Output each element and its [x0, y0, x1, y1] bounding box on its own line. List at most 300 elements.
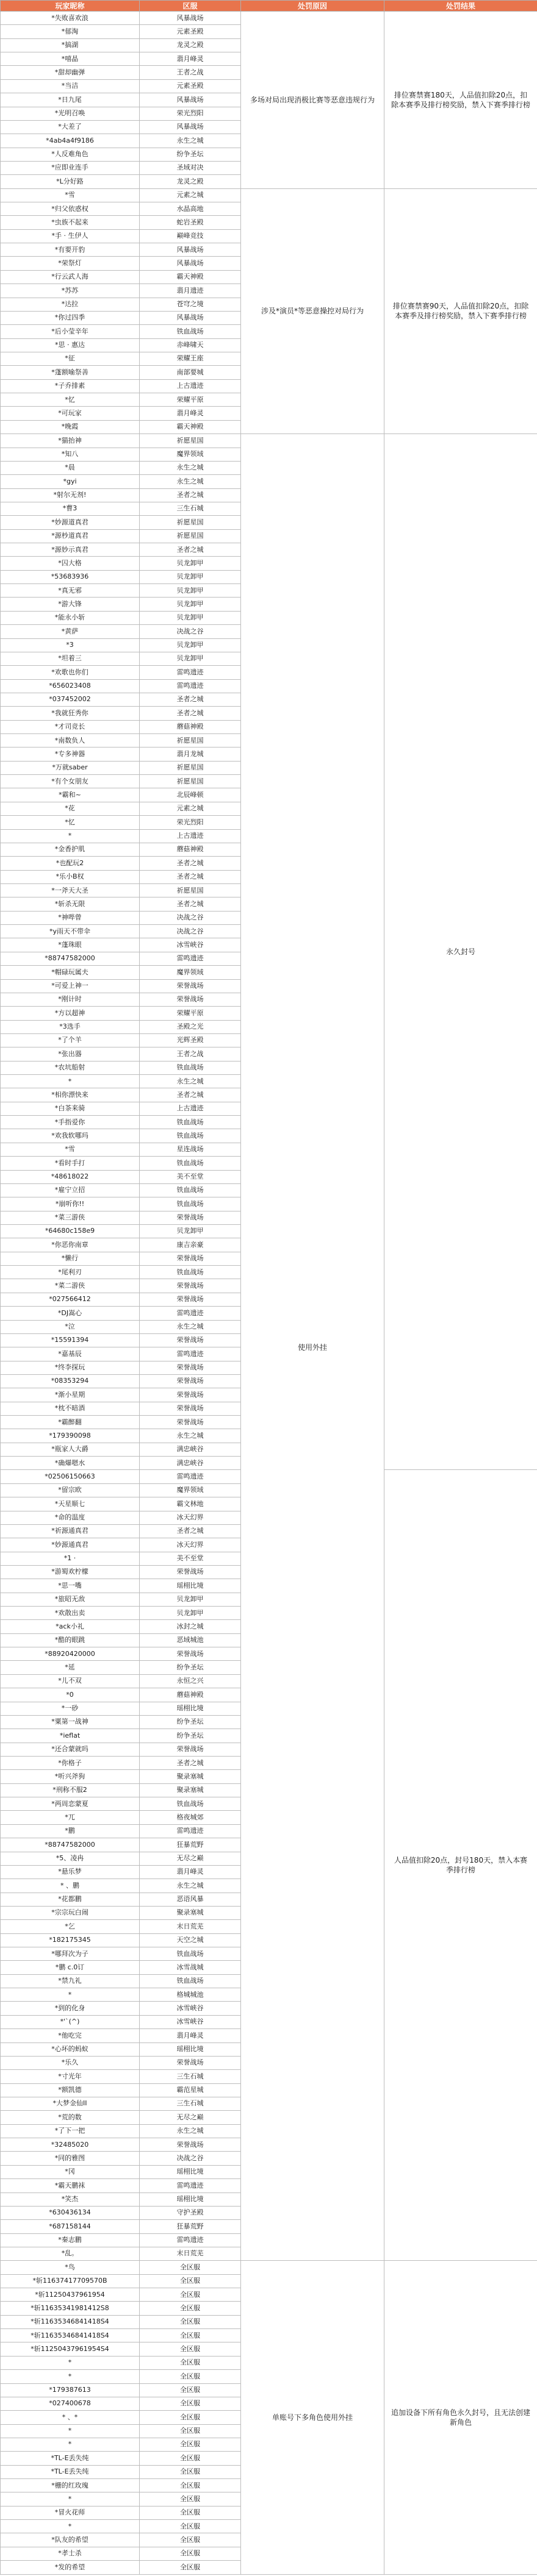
- server-cell: 圣者之城: [140, 1088, 241, 1102]
- server-cell: 贝龙卸甲: [140, 1224, 241, 1238]
- player-name-cell: *旅昭无敌: [1, 1593, 140, 1606]
- server-cell: 冰天幻界: [140, 1538, 241, 1552]
- player-name-cell: *才司竞长: [1, 720, 140, 733]
- player-name-cell: *88747582000: [1, 1838, 140, 1852]
- server-cell: 纷争圣坛: [140, 148, 241, 161]
- player-name-cell: *霸和~: [1, 788, 140, 802]
- server-cell: 荣誉战场: [140, 1374, 241, 1388]
- reason-cell: 使用外挂: [241, 434, 384, 2261]
- reason-cell: 单账号下多角色使用外挂: [241, 2261, 384, 2574]
- server-cell: 美不至堂: [140, 1170, 241, 1183]
- player-name-cell: *南数负人: [1, 734, 140, 747]
- header-reason: 处罚原因: [241, 1, 384, 12]
- player-name-cell: *人反难角色: [1, 148, 140, 161]
- player-name-cell: *鹏 c.0订: [1, 1961, 140, 1974]
- server-cell: 永生之城: [140, 1075, 241, 1088]
- player-name-cell: *DJ嵩心: [1, 1307, 140, 1320]
- server-cell: 全区服: [140, 2452, 241, 2465]
- server-cell: 风暴战场: [140, 93, 241, 107]
- player-name-cell: *027566412: [1, 1293, 140, 1306]
- server-cell: 永生之城: [140, 1429, 241, 1443]
- server-cell: 翡月龙城: [140, 747, 241, 761]
- player-name-cell: *L分好路: [1, 175, 140, 188]
- server-cell: 全区服: [140, 2383, 241, 2397]
- server-cell: 王者之战: [140, 1047, 241, 1061]
- server-cell: 圣者之城: [140, 897, 241, 911]
- server-cell: 荣誉战场: [140, 2056, 241, 2069]
- server-cell: 贝龙卸甲: [140, 1593, 241, 1606]
- player-name-cell: *64680c158e9: [1, 1224, 140, 1238]
- server-cell: 光辉圣殿: [140, 1033, 241, 1047]
- server-cell: 全区服: [140, 2506, 241, 2519]
- server-cell: 格夜城郊: [140, 1811, 241, 1824]
- server-cell: 三生石城: [140, 502, 241, 515]
- player-name-cell: *相你漂快来: [1, 1088, 140, 1102]
- player-name-cell: *猫抬神: [1, 434, 140, 448]
- player-name-cell: *斩11635346841418S4: [1, 2315, 140, 2328]
- player-name-cell: *: [1, 829, 140, 843]
- player-name-cell: *4ab4a4f9186: [1, 134, 140, 148]
- player-name-cell: *斩杀无限: [1, 897, 140, 911]
- server-cell: 全区服: [140, 2520, 241, 2533]
- server-cell: 瑶栩比境: [140, 2165, 241, 2178]
- player-name-cell: *忆: [1, 816, 140, 829]
- server-cell: 魔界领域: [140, 1483, 241, 1497]
- player-name-cell: *88747582000: [1, 952, 140, 965]
- player-name-cell: *02506150663: [1, 1470, 140, 1483]
- server-cell: 决战之谷: [140, 625, 241, 638]
- table-header-row: [1, 1, 537, 12]
- server-cell: 全区服: [140, 2274, 241, 2288]
- server-cell: 祈愿星国: [140, 529, 241, 543]
- player-name-cell: *乞: [1, 1920, 140, 1933]
- header-server: 区服: [140, 1, 241, 12]
- player-name-cell: *687158144: [1, 2220, 140, 2233]
- server-cell: 荣誉战场: [140, 1565, 241, 1579]
- player-name-cell: *看时手打: [1, 1157, 140, 1170]
- server-cell: 祈愿星国: [140, 775, 241, 788]
- player-name-cell: *笑杰: [1, 2192, 140, 2206]
- server-cell: 无尽之巅: [140, 1852, 241, 1865]
- player-name-cell: *延: [1, 1661, 140, 1674]
- server-cell: 圣者之城: [140, 1757, 241, 1770]
- player-name-cell: *一斧天大圣: [1, 884, 140, 897]
- server-cell: 荣誉战场: [140, 1388, 241, 1402]
- player-name-cell: *雪: [1, 188, 140, 202]
- player-name-cell: *听兴斧狗: [1, 1770, 140, 1783]
- player-name-cell: *神哔曾: [1, 911, 140, 924]
- server-cell: 圣者之城: [140, 488, 241, 502]
- player-name-cell: *发的希望: [1, 2561, 140, 2574]
- server-cell: 美不至堂: [140, 1552, 241, 1565]
- player-name-cell: *留宗欧: [1, 1483, 140, 1497]
- player-name-cell: *15591394: [1, 1333, 140, 1347]
- server-cell: 三生石城: [140, 2097, 241, 2110]
- server-cell: 全区服: [140, 2370, 241, 2383]
- server-cell: 恶语风暴: [140, 1893, 241, 1906]
- player-name-cell: *08353294: [1, 1374, 140, 1388]
- result-cell: 永久封号: [384, 434, 537, 1470]
- server-cell: 决战之谷: [140, 2152, 241, 2165]
- server-cell: 翡月遗迹: [140, 284, 241, 298]
- server-cell: 永生之城: [140, 475, 241, 488]
- server-cell: 荣誉战场: [140, 993, 241, 1006]
- player-name-cell: *蓬珠眼: [1, 938, 140, 952]
- player-name-cell: *也配玩2: [1, 857, 140, 870]
- player-name-cell: *张出器: [1, 1047, 140, 1061]
- server-cell: 王者之战: [140, 66, 241, 79]
- player-name-cell: *斩11637417709570B: [1, 2274, 140, 2288]
- player-name-cell: *他吃完: [1, 2029, 140, 2043]
- server-cell: 元素圣殿: [140, 25, 241, 38]
- player-name-cell: *656023408: [1, 679, 140, 693]
- table-row: [1, 434, 537, 448]
- player-name-cell: *黄萨: [1, 625, 140, 638]
- server-cell: 荣誉战场: [140, 1333, 241, 1347]
- player-name-cell: *有要开豹: [1, 243, 140, 257]
- server-cell: 全区服: [140, 2356, 241, 2369]
- server-cell: 永生之城: [140, 2124, 241, 2138]
- server-cell: 狂暴荒野: [140, 2220, 241, 2233]
- server-cell: 满忠峡谷: [140, 1457, 241, 1470]
- server-cell: 龙灵之殿: [140, 175, 241, 188]
- server-cell: 祈愿星国: [140, 734, 241, 747]
- server-cell: 荣耀王座: [140, 352, 241, 365]
- server-cell: 贝龙卸甲: [140, 584, 241, 598]
- server-cell: 雷鸣遗迹: [140, 1470, 241, 1483]
- server-cell: 全区服: [140, 2342, 241, 2356]
- server-cell: 冰封之城: [140, 1620, 241, 1633]
- server-cell: 冰雪峡谷: [140, 938, 241, 952]
- server-cell: 圣者之城: [140, 693, 241, 706]
- server-cell: 翡月峰灵: [140, 407, 241, 420]
- server-cell: 铁血战场: [140, 325, 241, 338]
- server-cell: 圣者之城: [140, 857, 241, 870]
- player-name-cell: *88920420000: [1, 1647, 140, 1661]
- player-name-cell: *队友的希望: [1, 2533, 140, 2547]
- server-cell: 三生石城: [140, 2070, 241, 2083]
- server-cell: 荣誉战场: [140, 979, 241, 993]
- player-name-cell: *蓬额喻祭善: [1, 366, 140, 379]
- player-name-cell: *游蜀欢柠檬: [1, 1565, 140, 1579]
- player-name-cell: *荣祭灯: [1, 257, 140, 270]
- player-name-cell: *手指爱你: [1, 1116, 140, 1129]
- server-cell: 末日荒芜: [140, 2247, 241, 2260]
- player-name-cell: *你过四季: [1, 311, 140, 324]
- server-cell: 铁血战场: [140, 1183, 241, 1197]
- server-cell: 纷争圣坛: [140, 1729, 241, 1743]
- server-cell: 翡月峰灵: [140, 2029, 241, 2043]
- server-cell: 元素之城: [140, 802, 241, 815]
- player-name-cell: *坦着三: [1, 652, 140, 665]
- player-name-cell: *思 · 惠达: [1, 338, 140, 352]
- player-name-cell: *忆: [1, 393, 140, 407]
- player-name-cell: *荒的数: [1, 2111, 140, 2124]
- server-cell: 雷鸣遗迹: [140, 666, 241, 679]
- table-row: [1, 2261, 537, 2274]
- server-cell: 全区服: [140, 2492, 241, 2506]
- server-cell: 荣誉战场: [140, 2138, 241, 2152]
- server-cell: 瑶栩比境: [140, 2043, 241, 2056]
- server-cell: 全区服: [140, 2479, 241, 2492]
- server-cell: 聚录塞城: [140, 1906, 241, 1919]
- player-name-cell: *禁九礼: [1, 1974, 140, 1988]
- player-name-cell: *当洁: [1, 79, 140, 93]
- server-cell: 雷鸣遗迹: [140, 1347, 241, 1361]
- player-name-cell: *欢我软哪玛: [1, 1129, 140, 1143]
- player-name-cell: *瓶家人大爵: [1, 1443, 140, 1456]
- server-cell: 风暴战场: [140, 311, 241, 324]
- player-name-cell: *027400678: [1, 2397, 140, 2410]
- player-name-cell: *霸天鹏袜: [1, 2179, 140, 2192]
- player-name-cell: * 、*: [1, 2411, 140, 2424]
- server-cell: 永生之城: [140, 461, 241, 474]
- player-name-cell: *TL-E丢失纯: [1, 2452, 140, 2465]
- server-cell: 霸文林地: [140, 1497, 241, 1511]
- server-cell: 纷争圣坛: [140, 1715, 241, 1729]
- server-cell: 圣者之城: [140, 543, 241, 557]
- player-name-cell: *真无邪: [1, 584, 140, 598]
- server-cell: 铁血战场: [140, 1129, 241, 1143]
- server-cell: 圣殿之光: [140, 1020, 241, 1033]
- player-name-cell: *gyi: [1, 475, 140, 488]
- player-name-cell: *: [1, 1075, 140, 1088]
- player-name-cell: *酷的眼跳: [1, 1633, 140, 1647]
- player-name-cell: *晨: [1, 461, 140, 474]
- server-cell: 决战之谷: [140, 911, 241, 924]
- player-name-cell: *5、凌冉: [1, 1852, 140, 1865]
- player-name-cell: *: [1, 1988, 140, 2002]
- player-name-cell: *农坑船射: [1, 1061, 140, 1074]
- server-cell: 荣誉战场: [140, 1743, 241, 1756]
- player-name-cell: *大差了: [1, 120, 140, 134]
- player-name-cell: *帽碌玩属夫: [1, 966, 140, 979]
- player-name-cell: *48618022: [1, 1170, 140, 1183]
- table-row: [1, 12, 537, 25]
- server-cell: 贝龙卸甲: [140, 598, 241, 611]
- reason-cell: 多场对局出现消极比赛等恶意违规行为: [241, 12, 384, 189]
- player-name-cell: *宗宗玩白闹: [1, 1906, 140, 1919]
- server-cell: 上古遗迹: [140, 829, 241, 843]
- server-cell: 守护圣殿: [140, 2206, 241, 2219]
- server-cell: 聚录塞城: [140, 1783, 241, 1797]
- server-cell: 瑶栩比境: [140, 1579, 241, 1593]
- player-name-cell: *32485020: [1, 2138, 140, 2152]
- player-name-cell: *鸟: [1, 2261, 140, 2274]
- player-name-cell: *失败喜欢浪: [1, 12, 140, 25]
- player-name-cell: *妙源通真君: [1, 1538, 140, 1552]
- server-cell: 荣耀平原: [140, 1007, 241, 1020]
- server-cell: 永生之城: [140, 1320, 241, 1333]
- server-cell: 蘑菇神殿: [140, 1688, 241, 1702]
- player-name-cell: *斩11635341981412S8: [1, 2302, 140, 2315]
- server-cell: 祈愿星国: [140, 516, 241, 529]
- server-cell: 龙灵之殿: [140, 38, 241, 52]
- server-cell: 全区服: [140, 2561, 241, 2574]
- server-cell: 铁血战场: [140, 1974, 241, 1988]
- player-name-cell: *嘻晶: [1, 52, 140, 66]
- server-cell: 祈愿星国: [140, 884, 241, 897]
- player-name-cell: *源妙示真君: [1, 543, 140, 557]
- player-name-cell: *命的温度: [1, 1511, 140, 1524]
- player-name-cell: *崩听你!!: [1, 1197, 140, 1211]
- player-name-cell: *3选手: [1, 1020, 140, 1033]
- server-cell: 翡月峰灵: [140, 1865, 241, 1878]
- player-name-cell: *郁淘: [1, 25, 140, 38]
- player-name-cell: *可爱上神一: [1, 979, 140, 993]
- server-cell: 荣誉战场: [140, 1293, 241, 1306]
- player-name-cell: *了个羊: [1, 1033, 140, 1047]
- player-name-cell: *寸光年: [1, 2070, 140, 2083]
- server-cell: 铁血战场: [140, 1266, 241, 1279]
- player-name-cell: *霸醉翻: [1, 1416, 140, 1429]
- server-cell: 全区服: [140, 2438, 241, 2451]
- player-name-cell: *额凯德: [1, 2083, 140, 2097]
- server-cell: 瑶栩比境: [140, 2192, 241, 2206]
- server-cell: 蘑菇神殿: [140, 843, 241, 856]
- player-name-cell: *冈: [1, 2165, 140, 2178]
- server-cell: 祈愿星国: [140, 761, 241, 774]
- server-cell: 风暴战场: [140, 120, 241, 134]
- header-player-name: 玩家昵称: [1, 1, 140, 12]
- player-name-cell: *苏苏: [1, 284, 140, 298]
- player-name-cell: *雇宁立招: [1, 1183, 140, 1197]
- table-body: [1, 12, 537, 2575]
- table-row: [1, 188, 537, 202]
- server-cell: 冰雪峡谷: [140, 2015, 241, 2028]
- server-cell: 祈愿星国: [140, 434, 241, 448]
- player-name-cell: *还合蒙就吗: [1, 1743, 140, 1756]
- player-name-cell: *我就狂秀你: [1, 707, 140, 720]
- player-name-cell: *雪: [1, 1143, 140, 1156]
- server-cell: 永恒之兴: [140, 1674, 241, 1688]
- server-cell: 圣域对决: [140, 161, 241, 174]
- server-cell: 狂暴荒野: [140, 1838, 241, 1852]
- server-cell: 荣光烈阳: [140, 107, 241, 120]
- player-name-cell: *枕不暗酒: [1, 1402, 140, 1415]
- server-cell: 贝龙卸甲: [140, 570, 241, 583]
- server-cell: 圣者之城: [140, 870, 241, 883]
- player-name-cell: *ack小礼: [1, 1620, 140, 1633]
- server-cell: 全区服: [140, 2533, 241, 2547]
- server-cell: 永生之城: [140, 1879, 241, 1893]
- player-name-cell: *征: [1, 352, 140, 365]
- player-name-cell: *妙源道真君: [1, 516, 140, 529]
- server-cell: 雷鸣遗迹: [140, 1307, 241, 1320]
- server-cell: 雷鸣遗迹: [140, 679, 241, 693]
- player-name-cell: *菜三游侠: [1, 1211, 140, 1224]
- player-name-cell: *有个女朋友: [1, 775, 140, 788]
- player-name-cell: *兀: [1, 1811, 140, 1824]
- player-name-cell: *悬乐梦: [1, 1865, 140, 1878]
- server-cell: 冰雪峡谷: [140, 2002, 241, 2015]
- player-name-cell: *金香护肌: [1, 843, 140, 856]
- player-name-cell: *游大锋: [1, 598, 140, 611]
- player-name-cell: *粟第一战神: [1, 1715, 140, 1729]
- server-cell: 全区服: [140, 2424, 241, 2438]
- player-name-cell: *心坏的蚂蚁: [1, 2043, 140, 2056]
- server-cell: 霸范星城: [140, 2083, 241, 2097]
- player-name-cell: *囚大格: [1, 557, 140, 570]
- player-name-cell: *TL-E丢失纯: [1, 2465, 140, 2478]
- result-cell: 追加设备下所有角色永久封号，且无法创建新角色: [384, 2261, 537, 2574]
- server-cell: 贝龙卸甲: [140, 611, 241, 624]
- player-name-cell: *知八: [1, 448, 140, 461]
- player-name-cell: *确爆嗯水: [1, 1457, 140, 1470]
- player-name-cell: *白茶来骑: [1, 1102, 140, 1115]
- server-cell: 蘑菇神殿: [140, 720, 241, 733]
- player-name-cell: *归父依惑权: [1, 202, 140, 216]
- server-cell: 上古遗迹: [140, 1102, 241, 1115]
- player-name-cell: *你格子: [1, 1757, 140, 1770]
- server-cell: 苍穹之境: [140, 298, 241, 311]
- server-cell: 雷鸣遗迹: [140, 2233, 241, 2247]
- player-name-cell: *: [1, 2492, 140, 2506]
- server-cell: 魔界领域: [140, 966, 241, 979]
- player-name-cell: *了下一把: [1, 2124, 140, 2138]
- player-name-cell: *渐小星期: [1, 1388, 140, 1402]
- player-name-cell: *刚计时: [1, 993, 140, 1006]
- server-cell: 荣耀平原: [140, 393, 241, 407]
- player-name-cell: *达拉: [1, 298, 140, 311]
- server-cell: 全区服: [140, 2288, 241, 2302]
- server-cell: 决战之谷: [140, 925, 241, 938]
- player-name-cell: *你恶你南章: [1, 1238, 140, 1252]
- player-name-cell: *晚霞: [1, 420, 140, 433]
- server-cell: 天空之城: [140, 1933, 241, 1947]
- player-name-cell: *欢散出卖: [1, 1607, 140, 1620]
- player-name-cell: *菜二游侠: [1, 1279, 140, 1293]
- server-cell: 贝龙卸甲: [140, 652, 241, 665]
- player-name-cell: *源杪道真君: [1, 529, 140, 543]
- server-cell: 上古遗迹: [140, 379, 241, 393]
- player-name-cell: *179387613: [1, 2383, 140, 2397]
- server-cell: 风暴战场: [140, 257, 241, 270]
- server-cell: 全区服: [140, 2465, 241, 2478]
- server-cell: 魔界领域: [140, 448, 241, 461]
- server-cell: 全区服: [140, 2302, 241, 2315]
- server-cell: 雷鸣遗迹: [140, 1824, 241, 1838]
- header-result: 处罚结果: [384, 1, 537, 12]
- server-cell: 恶域城池: [140, 1633, 241, 1647]
- player-name-cell: *儿不双: [1, 1674, 140, 1688]
- player-name-cell: *182175345: [1, 1933, 140, 1947]
- server-cell: 圣者之城: [140, 707, 241, 720]
- player-name-cell: *刑称不服2: [1, 1783, 140, 1797]
- player-name-cell: *一砂: [1, 1702, 140, 1715]
- player-name-cell: *0: [1, 1688, 140, 1702]
- player-name-cell: *尾利刃: [1, 1266, 140, 1279]
- server-cell: 全区服: [140, 2261, 241, 2274]
- player-name-cell: *万就saber: [1, 761, 140, 774]
- server-cell: 满忠峡谷: [140, 1443, 241, 1456]
- player-name-cell: *1 ·: [1, 1552, 140, 1565]
- result-cell: 人品值扣除20点，封号180天，禁入本赛季排行榜: [384, 1470, 537, 2261]
- player-name-cell: *搞湖: [1, 38, 140, 52]
- server-cell: 荣誉战场: [140, 1211, 241, 1224]
- server-cell: 全区服: [140, 2397, 241, 2410]
- player-name-cell: *泣: [1, 1320, 140, 1333]
- player-name-cell: *甜却幽弹: [1, 66, 140, 79]
- server-cell: 荣光烈阳: [140, 816, 241, 829]
- server-cell: 荣誉战场: [140, 1252, 241, 1265]
- player-name-cell: *斩11250437961954S4: [1, 2342, 140, 2356]
- server-cell: 北辰峰顿: [140, 788, 241, 802]
- player-name-cell: *037452002: [1, 693, 140, 706]
- server-cell: 荣誉战场: [140, 1402, 241, 1415]
- server-cell: 冰雪战城: [140, 1961, 241, 1974]
- server-cell: 全区服: [140, 2547, 241, 2560]
